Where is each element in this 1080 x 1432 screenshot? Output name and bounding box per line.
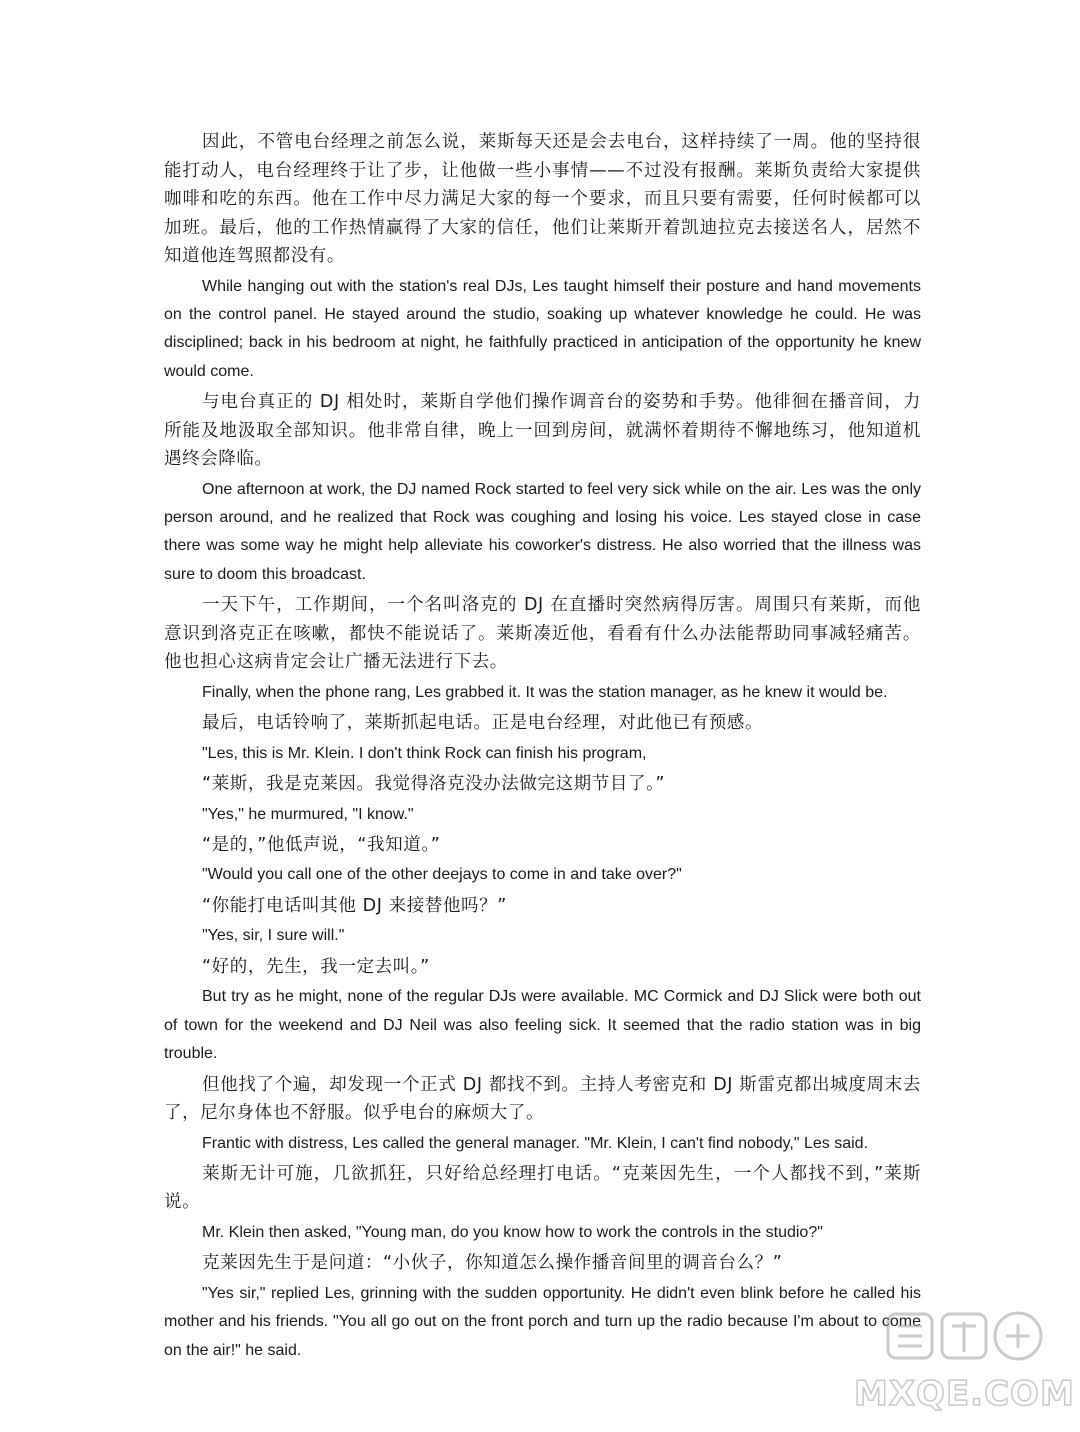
english-paragraph: Frantic with distress, Les called the general manager. "Mr. Klein, I can't find nobody," Les said. (202, 1134, 869, 1152)
mxqe-logo-icon (884, 1304, 1044, 1368)
english-paragraph: Finally, when the phone rang, Les grabbed it. It was the station manager, as he knew it would be. (202, 683, 888, 701)
english-paragraph: "Yes," he murmured, "I know." (202, 805, 414, 823)
chinese-paragraph: 因此，不管电台经理之前怎么说，莱斯每天还是会去电台，这样持续了一周。他的坚持很能打动人，电台经理终于让了步，让他做一些小事情——不过没有报酬。莱斯负责给大家提供咖啡和吃的东西。他在工作中尽力满足大家的每一个要求，而且只要有需要，任何时候都可以加班。最后，他的工作热情赢得了大家的信任，他们让莱斯开着凯迪拉克去接送名人，居然不知道他连驾照都没有。 (164, 132, 921, 266)
watermark-text: MXQE.COM (854, 1374, 1075, 1414)
english-paragraph: "Les, this is Mr. Klein. I don't think Rock can finish his program, (202, 744, 647, 762)
chinese-paragraph: 克莱因先生于是问道：“小伙子，你知道怎么操作播音间里的调音台么？” (202, 1253, 783, 1274)
english-paragraph: One afternoon at work, the DJ named Rock started to feel very sick while on the air. Les was the only person around, and he realized that Rock was coughing and losing his voice. Les stayed close in case there was some way he might help alleviate his coworker's distress. He also worried that the illness was sure to doom this broadcast. (164, 480, 921, 583)
chinese-paragraph: 最后，电话铃响了，莱斯抓起电话。正是电台经理，对此他已有预感。 (202, 713, 764, 734)
chinese-paragraph: 莱斯无计可施，几欲抓狂，只好给总经理打电话。“克莱因先生，一个人都找不到，”莱斯说。 (164, 1163, 921, 1213)
watermark (854, 1304, 1075, 1414)
english-paragraph: Mr. Klein then asked, "Young man, do you know how to work the controls in the studio?" (202, 1223, 823, 1241)
chinese-paragraph: “你能打电话叫其他 DJ 来接替他吗？” (202, 895, 507, 916)
english-paragraph: While hanging out with the station's real DJs, Les taught himself their posture and hand movements on the control panel. He stayed around the studio, soaking up whatever knowledge he could. He was disciplined; back in his bedroom at night, he faithfully practiced in anticipation of the opportunity he knew would come. (164, 277, 921, 380)
english-paragraph: But try as he might, none of the regular DJs were available. MC Cormick and DJ Slick were both out of town for the weekend and DJ Neil was also feeling sick. It seemed that the radio station was in big trouble. (164, 988, 921, 1063)
english-paragraph: "Would you call one of the other deejays to come in and take over?" (202, 866, 682, 884)
chinese-paragraph: “莱斯，我是克莱因。我觉得洛克没办法做完这期节目了。” (202, 774, 666, 795)
chinese-paragraph: 一天下午，工作期间，一个名叫洛克的 DJ 在直播时突然病得厉害。周围只有莱斯，而他意识到洛克正在咳嗽，都快不能说话了。莱斯凑近他，看看有什么办法能帮助同事减轻痛苦。他也担心这病肯定会让广播无法进行下去。 (164, 595, 921, 673)
chinese-paragraph: 与电台真正的 DJ 相处时，莱斯自学他们操作调音台的姿势和手势。他徘徊在播音间，力所能及地汲取全部知识。他非常自律，晚上一回到房间，就满怀着期待不懈地练习，他知道机遇终会降临。 (164, 392, 921, 470)
english-paragraph: "Yes, sir, I sure will." (202, 927, 345, 945)
chinese-paragraph: “是的，”他低声说，“我知道。” (202, 834, 441, 855)
chinese-paragraph: 但他找了个遍，却发现一个正式 DJ 都找不到。主持人考密克和 DJ 斯雷克都出城度周末去了，尼尔身体也不舒服。似乎电台的麻烦大了。 (164, 1074, 921, 1123)
chinese-paragraph: “好的，先生，我一定去叫。” (202, 956, 430, 977)
english-paragraph: "Yes sir," replied Les, grinning with the sudden opportunity. He didn't even blink before he called his mother and his friends. "You all go out on the front porch and turn up the radio because I'm about to come on the air!" he said. (164, 1284, 921, 1359)
document-body (164, 128, 921, 1367)
